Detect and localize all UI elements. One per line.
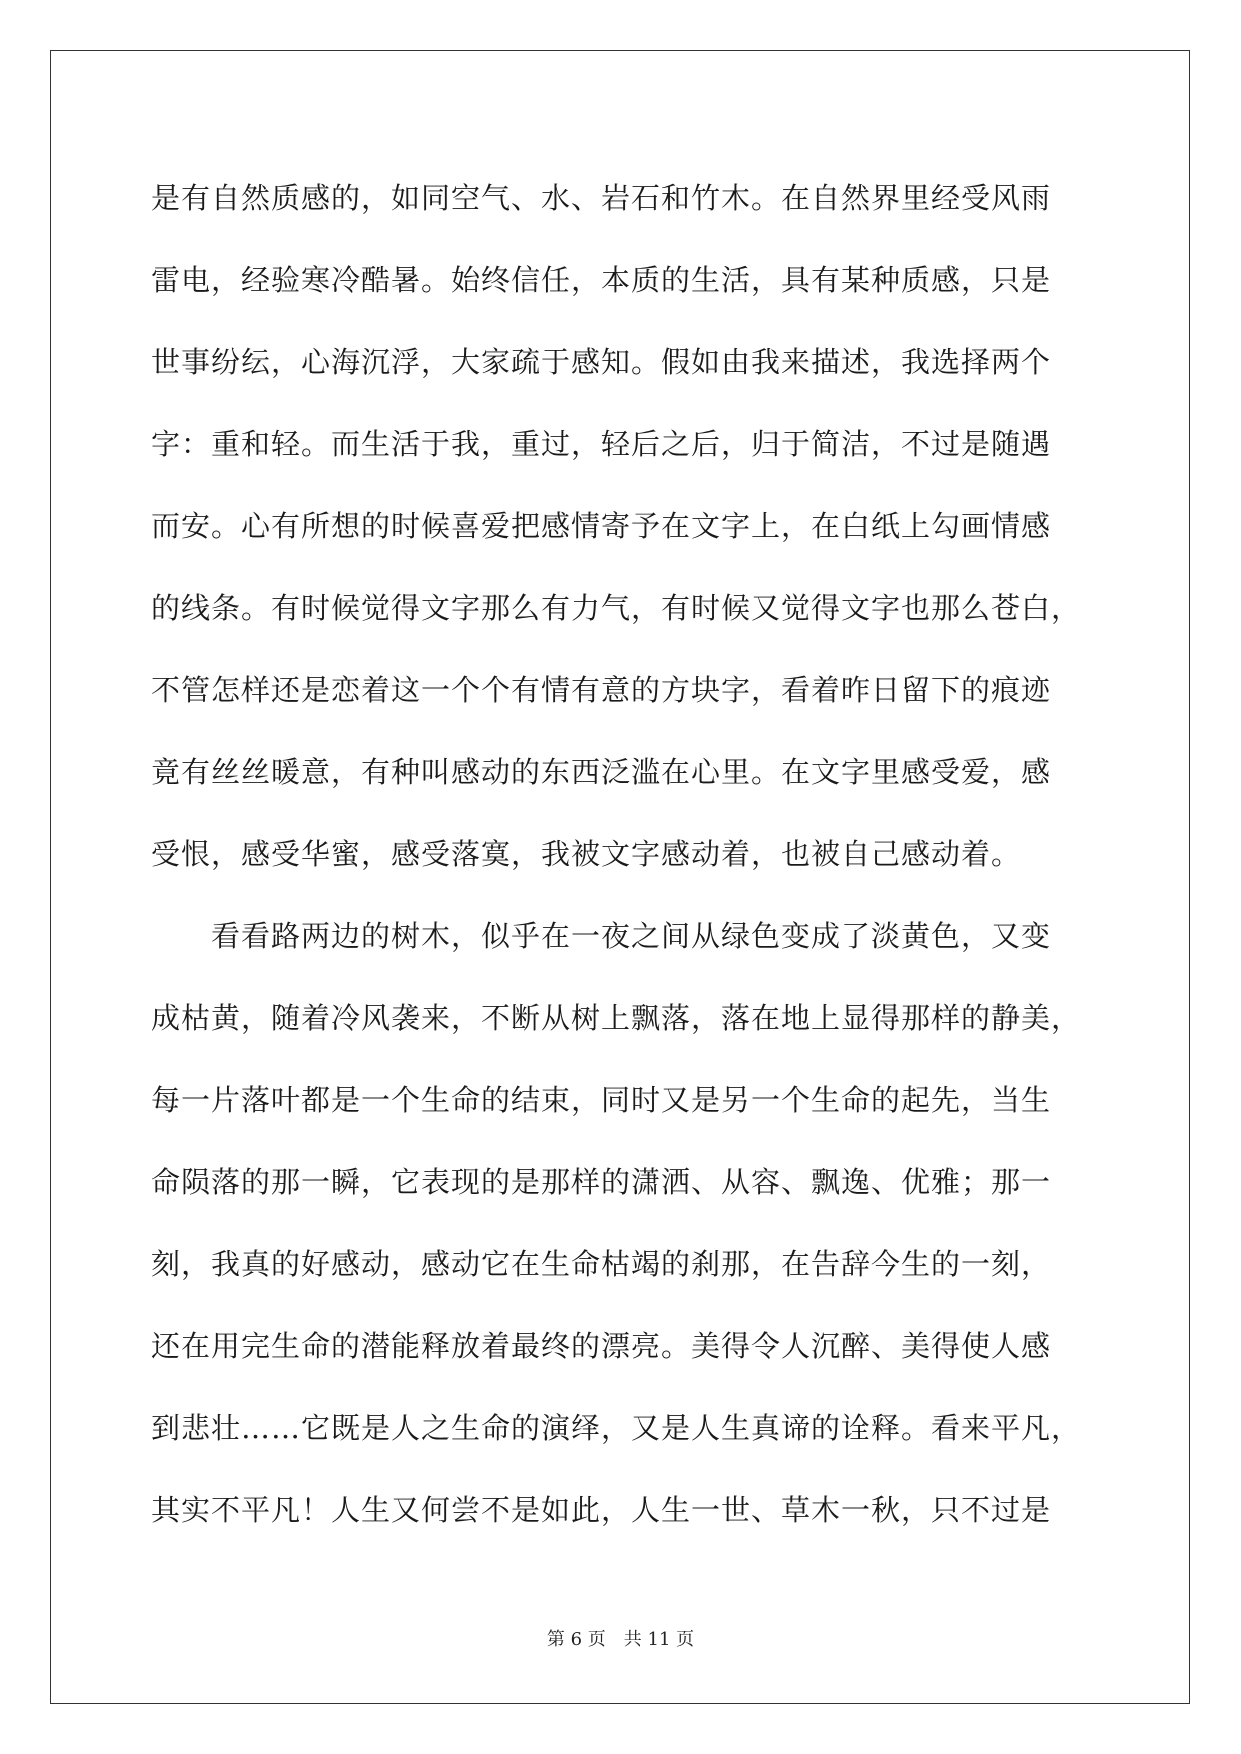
text-line: 到悲壮……它既是人之生命的演绎，又是人生真谛的诠释。看来平凡， bbox=[151, 1411, 1082, 1445]
text-line: 命陨落的那一瞬，它表现的是那样的潇洒、从容、飘逸、优雅；那一 bbox=[151, 1165, 1052, 1199]
text-line: 看看路两边的树木，似乎在一夜之间从绿色变成了淡黄色，又变 bbox=[151, 919, 1052, 953]
text-line: 受恨，感受华蜜，感受落寞，我被文字感动着，也被自己感动着。 bbox=[151, 837, 1022, 871]
text-line: 不管怎样还是恋着这一个个有情有意的方块字，看着昨日留下的痕迹 bbox=[151, 673, 1052, 707]
page-footer bbox=[0, 1628, 1241, 1652]
text-line: 每一片落叶都是一个生命的结束，同时又是另一个生命的起先，当生 bbox=[151, 1083, 1052, 1117]
text-line: 是有自然质感的，如同空气、水、岩石和竹木。在自然界里经受风雨 bbox=[151, 181, 1052, 215]
text-line: 竟有丝丝暖意，有种叫感动的东西泛滥在心里。在文字里感受爱，感 bbox=[151, 755, 1052, 789]
text-line: 还在用完生命的潜能释放着最终的漂亮。美得令人沉醉、美得使人感 bbox=[151, 1329, 1052, 1363]
text-line: 而安。心有所想的时候喜爱把感情寄予在文字上，在白纸上勾画情感 bbox=[151, 509, 1052, 543]
page-total: 共 11 页 bbox=[623, 1629, 695, 1650]
text-line: 字：重和轻。而生活于我，重过，轻后之后，归于简洁，不过是随遇 bbox=[151, 427, 1052, 461]
text-line: 世事纷纭，心海沉浮，大家疏于感知。假如由我来描述，我选择两个 bbox=[151, 345, 1052, 379]
text-line: 的线条。有时候觉得文字那么有力气，有时候又觉得文字也那么苍白， bbox=[151, 591, 1082, 625]
text-line: 成枯黄，随着冷风袭来，不断从树上飘落，落在地上显得那样的静美， bbox=[151, 1001, 1082, 1035]
text-line: 其实不平凡！人生又何尝不是如此，人生一世、草木一秋，只不过是 bbox=[151, 1493, 1052, 1527]
document-body bbox=[151, 157, 1091, 1551]
text-line: 雷电，经验寒冷酷暑。始终信任，本质的生活，具有某种质感，只是 bbox=[151, 263, 1052, 297]
page-number: 第 6 页 bbox=[546, 1629, 606, 1650]
text-line: 刻，我真的好感动，感动它在生命枯竭的刹那，在告辞今生的一刻， bbox=[151, 1247, 1052, 1281]
